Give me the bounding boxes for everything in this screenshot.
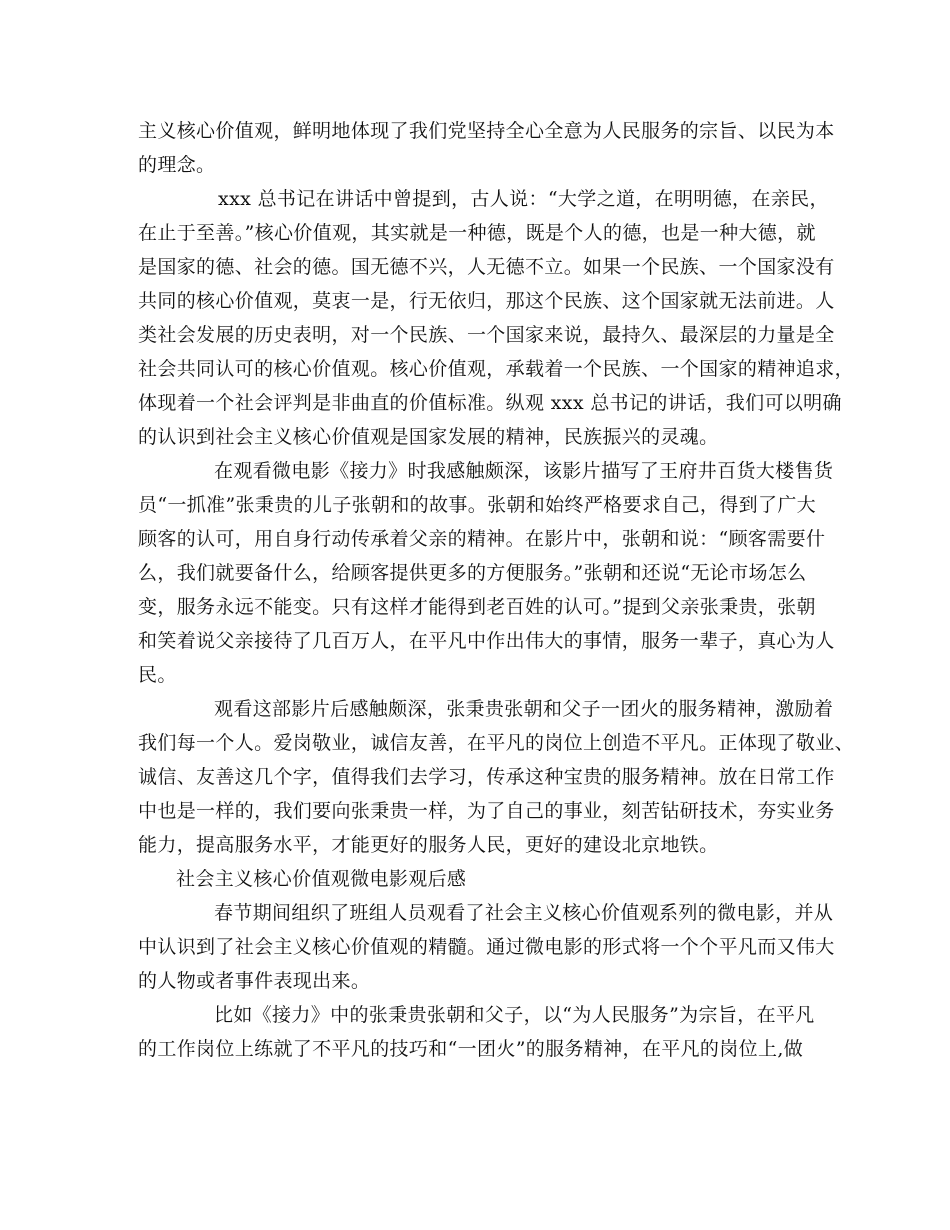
text-line: 是国家的德、社会的德。国无德不兴，人无德不立。如果一个民族、一个国家没有 [138,256,835,278]
text-line: 类社会发展的历史表明，对一个民族、一个国家来说，最持久、最深层的力量是全 [138,324,835,346]
text-line: 的工作岗位上练就了不平凡的技巧和“一团火”的服务精神，在平凡的岗位上,做 [138,1038,804,1060]
text-line: 的人物或者事件表现出来。 [138,970,371,992]
text-line: 能力，提高服务水平，才能更好的服务人民，更好的建设北京地铁。 [138,834,719,856]
text-line: xxx 总书记在讲话中曾提到，古人说：“大学之道，在明明德，在亲民， [218,188,829,210]
text-line: 和笑着说父亲接待了几百万人，在平凡中作出伟大的事情，服务一辈子，真心为人 [138,630,835,652]
text-line: 的认识到社会主义核心价值观是国家发展的精神，民族振兴的灵魂。 [138,426,719,448]
text-line: 民。 [138,664,177,686]
text-line: 共同的核心价值观，莫衷一是，行无依归，那这个民族、这个国家就无法前进。人 [138,290,835,312]
text-line: 员“一抓准”张秉贵的儿子张朝和的故事。张朝和始终严格要求自己，得到了广大 [138,494,817,516]
text-line: 比如《接力》中的张秉贵张朝和父子，以“为人民服务”为宗旨，在平凡 [214,1004,815,1026]
text-line: 观看这部影片后感触颇深，张秉贵张朝和父子一团火的服务精神，激励着 [214,698,834,720]
text-line: 社会共同认可的核心价值观。核心价值观，承载着一个民族、一个国家的精神追求， [138,358,854,380]
text-line: 中认识到了社会主义核心价值观的精髓。通过微电影的形式将一个个平凡而又伟大 [138,936,835,958]
text-line: 变，服务永远不能变。只有这样才能得到老百姓的认可。”提到父亲张秉贵，张朝 [138,596,816,618]
text-line: 春节期间组织了班组人员观看了社会主义核心价值观系列的微电影，并从 [214,902,834,924]
text-line: 我们每一个人。爱岗敬业，诚信友善，在平凡的岗位上创造不平凡。正体现了敬业、 [138,732,854,754]
text-line: 么，我们就要备什么，给顾客提供更多的方便服务。”张朝和还说“无论市场怎么 [138,562,807,584]
section-heading: 社会主义核心价值观微电影观后感 [176,868,467,890]
text-line: 的理念。 [138,154,216,176]
text-line: 主义核心价值观，鲜明地体现了我们党坚持全心全意为人民服务的宗旨、以民为本 [138,120,835,142]
text-line: 在止于至善。”核心价值观，其实就是一种德，既是个人的德，也是一种大德，就 [138,222,816,244]
text-line: 在观看微电影《接力》时我感触颇深，该影片描写了王府井百货大楼售货 [214,460,834,482]
text-line: 诚信、友善这几个字，值得我们去学习，传承这种宝贵的服务精神。放在日常工作 [138,766,835,788]
text-line: 顾客的认可，用自身行动传承着父亲的精神。在影片中，张朝和说：“顾客需要什 [138,528,826,550]
text-line: 中也是一样的，我们要向张秉贵一样，为了自己的事业，刻苦钻研技术，夯实业务 [138,800,835,822]
text-line: 体现着一个社会评判是非曲直的价值标准。纵观 xxx 总书记的讲话，我们可以明确 [138,392,842,414]
